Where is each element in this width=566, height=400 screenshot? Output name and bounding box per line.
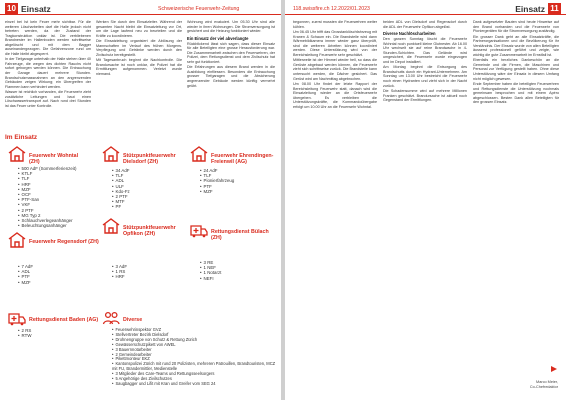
- right-page: [285, 0, 566, 400]
- list-item: • Saugbagger und Lifit mit Kran und Greifer vom SEG 24: [112, 382, 278, 387]
- paragraph: Dank aufgesetzter Bauten sind heute Hinweise auf den Brand vorhanden und die Feuerwehr von Pioniergeräten für die Stromversorgung zuständig.: [473, 20, 559, 34]
- paragraph: Ebenfalls ein herzliches Dankeschön an die Gemeinde und die Firmen, die Maschinen und Personal zur Verfügung gestellt haben. Ohne diese Unterstützung wäre der Einsatz in diesem Umfang nicht möglich gewesen.: [473, 58, 559, 81]
- left-page-number: 10: [5, 3, 18, 15]
- list-item: • 7 AdF: [18, 264, 33, 269]
- unit-title: Stützpunktfeuerwehr Dielsdorf (ZH): [123, 153, 176, 165]
- fire-station-icon: [8, 146, 26, 162]
- list-item: • ADL: [112, 178, 130, 183]
- ambulance-icon: [8, 310, 26, 326]
- list-item: • Feuerwehrinspektor GVZ: [112, 328, 278, 333]
- unit-title: Feuerwehr Ehrendingen-Freienwil (AG): [211, 153, 274, 165]
- list-item: • MZF: [18, 280, 33, 285]
- list-item: • 2 PTF: [18, 208, 76, 213]
- left-col-1: [5, 20, 91, 132]
- unit-list: [18, 264, 33, 285]
- list-item: • PTF-San: [18, 197, 76, 202]
- paragraph: Ein grosser Dank geht an alle Einsatzkräfte, die Partnerorganisationen und die Bevölkerung für ihr Verständnis. Der Einsatz wurde von allen Beteiligten äusserst professionell geführt und zeigte, wie wichtig die gute Zusammenarbeit im Ernstfall ist.: [473, 34, 559, 57]
- list-item: • 3 AdF: [112, 264, 127, 269]
- list-item: • 5 Angehörige des Zivilschutzes: [112, 377, 278, 382]
- paragraph: begonnen, zuerst mussten die Feuerwehren weiter kühlen.: [293, 20, 377, 29]
- list-item: • MZF: [200, 189, 234, 194]
- unit-list: [200, 260, 221, 281]
- author-role: Co-Chefredaktor: [529, 385, 558, 389]
- list-item: • 3 Mitglieder des Care-Teams und Rettungsseelsorgers: [112, 372, 278, 377]
- right-page-number: 11: [548, 3, 561, 15]
- unit-title: Diverse: [123, 317, 143, 323]
- paragraph: Ende September haben die beteiligten Feuerwehren und Rettungsdienste die Unterstützung nochmals gemeinsam besprochen und mit einem Apéro abgeschlossen. Besten Dank allen Beteiligten für den grossen Einsatz.: [473, 82, 559, 105]
- list-item: • ADL: [18, 269, 33, 274]
- left-header: [0, 3, 281, 15]
- list-item: • Beleuchtungsanhänger: [18, 223, 76, 228]
- list-item: • 2 PTF: [112, 194, 130, 199]
- list-item: • MZF: [18, 187, 76, 192]
- list-item: • 1 Notarzt: [200, 270, 221, 275]
- list-item: • 500 AdF (Sommerferienzeit): [18, 166, 76, 171]
- list-item: • HRF: [112, 274, 127, 279]
- units-heading: Im Einsatz: [5, 134, 38, 141]
- group-icon: [102, 310, 120, 326]
- subheading: Diverse Nachlöscharbeiten: [383, 31, 436, 37]
- unit-box-opfikon: [102, 218, 190, 280]
- list-item: • MG Typ 2: [18, 213, 76, 218]
- list-item: • PTF: [200, 184, 234, 189]
- unit-box-buelach: [190, 222, 280, 282]
- unit-list: [112, 264, 127, 280]
- list-item: • 1 RS: [112, 269, 127, 274]
- list-item: • PTF: [18, 274, 33, 279]
- paragraph: beiden ADL von Dielsdorf und Regensdorf durch die ADL der Feuerwehr Opfikon abgelöst.: [383, 20, 467, 29]
- list-item: • TLF: [112, 173, 130, 178]
- right-running-head: 118.swissfire.ch 12.2022/01.2023: [293, 6, 370, 12]
- unit-box-baden: [8, 310, 98, 350]
- unit-title: Rettungsdienst Bülach (ZH): [211, 229, 269, 241]
- unit-list: [18, 328, 31, 338]
- list-item: • HRF: [18, 182, 76, 187]
- paragraph: Die Erfahrungen aus diesem Brand werden in die Ausbildung einfliessen. Besonders die Entrauchung grosser Tiefgaragen und die Absicherung angrenzender Gebäude werden künftig vermehrt geübt.: [187, 65, 275, 88]
- unit-title: Stützpunktfeuerwehr Opfikon (ZH): [123, 225, 176, 237]
- end-of-article-icon: [551, 366, 557, 372]
- list-item: • 3 Bauernnotarbeiter: [112, 348, 278, 353]
- left-running-head: Schweizerische Feuerwehr-Zeitung: [158, 6, 240, 12]
- paragraph: Die Einsatzleitung organisiert die Ablösung der Mannschaften im Verlauf des frühen Morgens. Verpflegung und Getränke werden durch den Zivilschutz bereitgestellt.: [96, 39, 182, 57]
- left-page: [0, 0, 281, 400]
- fire-station-icon: [102, 218, 120, 234]
- list-item: • Stellvertreter Bezirk Dielsdorf: [112, 333, 278, 338]
- paragraph: Wasser ist reichlich vorhanden, die Feuerwehr zieht zusätzliche Leitungen und baut einen Löschwassertransport auf. Nach rund drei Stunden ist das Feuer unter Kontrolle.: [5, 90, 91, 108]
- list-item: • KTLF: [18, 171, 76, 176]
- unit-title: Feuerwehr Regensdorf (ZH): [29, 239, 99, 245]
- list-item: • Kdo-Fz: [112, 189, 130, 194]
- paragraph: Werken Sie durch den Einsatzleiter. Während der gesamten Nacht bleibt die Einsatzleitung vor Ort, um die Lage laufend neu zu beurteilen und die Kräfte zu koordinieren.: [96, 20, 182, 38]
- paragraph: Wohnung wird evakuiert. Um 05.30 Uhr sind alle wieder in ihren Wohnungen. Die Stromversorgung ist gesichert und die Heizung funktioniert wieder.: [187, 20, 275, 34]
- ambulance-icon: [190, 222, 208, 238]
- subheading: Ein Einsatz der viel abverlangte: [187, 35, 249, 41]
- unit-box-dielsdorf: [102, 146, 190, 226]
- left-col-3: [187, 20, 275, 132]
- paragraph: Um 06.45 Uhr trifft das Grosstanklöschfahrzeug mit Kranen & Schaum ein. Die Brandstelle wird dann Wärmebildkamera immer wieder ganz überprüft, sind die weiteren Arbeiten können koordiniert werden. Diese Unterstützung wird von der Bereichsleitung Feuerwehr sehr geschätzt.: [293, 30, 377, 57]
- left-col-2: [96, 20, 182, 132]
- unit-title: Feuerwehr Wohntal (ZH): [29, 153, 79, 165]
- list-item: • Pikettmonteur EKZ: [112, 357, 278, 362]
- paragraph: Am Montag beginnt die Entsorgung des Brandschutts durch ein Hydrant-Unternehmen. Am Sonntag um 13.00 Uhr bestreicht die Feuerwehr noch einen Hydranten und zieht sich in der Nacht zurück.: [383, 65, 467, 88]
- right-section-title: Einsatz: [515, 4, 545, 14]
- list-item: • 2 Gemeindearbeiter: [112, 353, 278, 358]
- list-item: • 1 NEF: [200, 265, 221, 270]
- unit-box-wohntal: [8, 146, 98, 232]
- list-item: • ULF: [112, 184, 130, 189]
- unit-box-regensdorf: [8, 232, 98, 288]
- fire-station-icon: [8, 232, 26, 248]
- left-section-title: Einsatz: [21, 4, 51, 14]
- unit-box-ehrendingen: [190, 146, 280, 216]
- right-col-2: [383, 20, 467, 380]
- right-header: [285, 3, 566, 15]
- list-item: • 34 AdF: [112, 168, 130, 173]
- list-item: • 3 RE: [200, 260, 221, 265]
- unit-list: [112, 168, 130, 210]
- right-col-1: [293, 20, 377, 380]
- list-item: • Pionierfahrzeug: [200, 178, 234, 183]
- fire-station-icon: [190, 146, 208, 162]
- list-item: • TLF: [18, 176, 76, 181]
- list-item: • OCF: [18, 192, 76, 197]
- list-item: • MTF: [112, 199, 130, 204]
- unit-list: [200, 168, 234, 194]
- list-item: • VKF: [18, 202, 76, 207]
- unit-box-diverse: [102, 310, 280, 398]
- unit-title: Rettungsdienst Baden (AG): [29, 317, 99, 323]
- list-item: • TLF: [200, 173, 234, 178]
- list-item: • Gewässerschutzpikett von AWEL: [112, 343, 278, 348]
- unit-list: [112, 328, 278, 387]
- author-name: Marco Meier,: [536, 380, 558, 384]
- paragraph: Die Schadensumme wird auf mehrere Millionen Franken geschätzt. Brandursache ist aktuell noch Gegenstand der Ermittlungen.: [383, 89, 467, 103]
- list-item: • NEFI: [200, 276, 221, 281]
- list-item: • 2 RS: [18, 328, 31, 333]
- list-item: • Schlauchverlegeanhänger: [18, 218, 76, 223]
- author-signature: [498, 380, 558, 390]
- paragraph: Den ganzen Sonntag löscht die Feuerwehr Wohntal noch punktuell kleine Glutnester. Ab 16.00 Uhr wechselt sie auf reine Brandwache in 4-Stunden-Schichten. Das Gelände wird umgesichert, die Feuerwehr wurde eingezogen und im Depot installiert.: [383, 37, 467, 64]
- unit-list: [18, 166, 76, 228]
- paragraph: Um 08.00 Uhr findet der letzte Rapport der Bereichsleitung Feuerwehr statt, danach wird die Einsatzleitung wieder an die Ortsfeuerwehr übergeben. Es verbleiben die Unterstützungskräfte, die Kommandoübergabe erfolgt um 10.00 Uhr an die Feuerwehr Wohntal.: [293, 82, 377, 109]
- paragraph: Rückblickend lässt sich sagen, dass dieser Einsatz für alle Beteiligten eine grosse Herausforderung war. Die Zusammenarbeit zwischen den Feuerwehren, der Polizei, dem Rettungsdienst und dem Zivilschutz hat sehr gut funktioniert.: [187, 41, 275, 64]
- fire-station-icon: [102, 146, 120, 162]
- list-item: • PF: [112, 204, 130, 209]
- right-col-3: [473, 20, 559, 364]
- list-item: • Kantonspolizei Zürich mit rund 20 Polizisten, mehreren Patrouillen, Brandtouristen, MCZ mit FU, Brandermittler, Medienstelle: [112, 362, 278, 372]
- list-item: • 24 AdF: [200, 168, 234, 173]
- paragraph: Mit Tagesanbruch beginnt die Nachkontrolle. Die Brandursache ist noch unklar, die Polizei hat die Ermittlungen aufgenommen. Verletzt wurde niemand.: [96, 58, 182, 77]
- list-item: • Drohnengruppe von Schutz & Rettung Zürich: [112, 338, 278, 343]
- list-item: • RTW: [18, 333, 31, 338]
- paragraph: Mittlerweile ist der Himmel wieder hell, so dass die Gerüste abgebaut werden können, die Feuerwehr zieht sich schrittweise zurück. Die Brandstelle kann untersucht werden, die Dächer gesichert. Das Gerüst wird am Nachmittag abgebrochen.: [293, 58, 377, 81]
- paragraph: In der Tiefgarage unterhalb der Halle stehen über 40 Fahrzeuge, die wegen des dichten Rauchs nicht sofort geborgen werden können. Die Entrauchung der Garage dauert mehrere Stunden. Brandschutzmassnahmen an den angrenzenden Gebäuden zeigen Wirkung; ein Übergreifen der Flammen kann verhindert werden.: [5, 57, 91, 89]
- paragraph: einzel bei Ist kein Feuer mehr sichtbar. Für die weiteren Löscharbeiten darf die Halle jedoch nicht betreten werden, da der Zustand der Tragkonstruktion unklar ist. Die verbliebenen Brandnester im Hallenboden werden schrittweise abgelöscht und mit dem Bagger auseinandergezogen. Die Gefahrenzone rund um die Halle bleibt abgesperrt.: [5, 20, 91, 56]
